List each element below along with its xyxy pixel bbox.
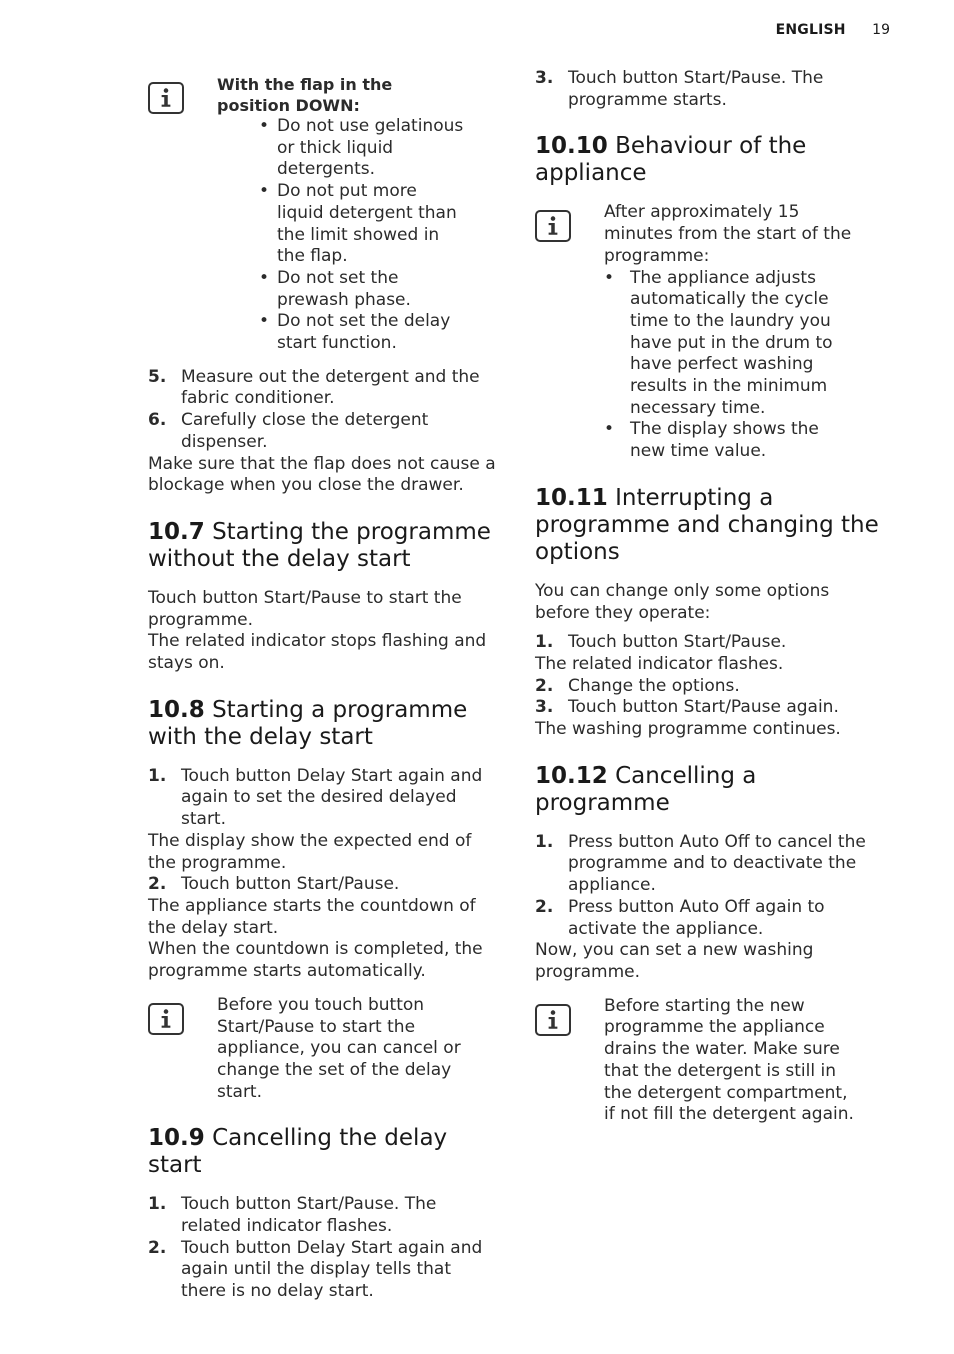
heading-10-12: 10.12 Cancelling a programme (535, 762, 757, 816)
info-icon (148, 82, 184, 114)
step-3: 3. Touch button Start/Pause. The programme starts. (535, 68, 824, 110)
paragraph: Touch button Start/Pause to start the programme. (148, 587, 462, 630)
step-1: 1. Touch button Start/Pause. (535, 632, 787, 653)
paragraph: The display show the expected end of the programme. (148, 830, 472, 873)
info-text: Before you touch button Start/Pause to start the appliance, you can cancel or change the set of the delay start. (217, 994, 461, 1102)
paragraph: The related indicator stops flashing and stays on. (148, 631, 487, 674)
info-icon (148, 1003, 184, 1035)
heading-10-7: 10.7 Starting the programme without the delay start (148, 518, 491, 572)
heading-10-10: 10.10 Behaviour of the appliance (535, 133, 807, 187)
step-2: 2. Touch button Delay Start again and again until the display tells that there is no delay start. (148, 1237, 483, 1302)
step-1: 1. Touch button Delay Start again and again to set the desired delayed start. (148, 765, 483, 830)
info-box-cancel (535, 996, 895, 1126)
step-1: 1. Press button Auto Off to cancel the programme and to deactivate the appliance. (535, 831, 866, 896)
paragraph: You can change only some options before they operate: (535, 580, 830, 623)
list-item: • Do not set the delay start function. (259, 311, 451, 354)
step-5: 5. Measure out the detergent and the fabric conditioner. (148, 366, 480, 409)
note-flap: Make sure that the flap does not cause a blockage when you close the drawer. (148, 453, 496, 496)
step-2: 2. Touch button Start/Pause. (148, 874, 400, 895)
step-2: 2. Press button Auto Off again to activate the appliance. (535, 896, 825, 939)
info-bullet-list (217, 116, 466, 355)
heading-10-11: 10.11 Interrupting a programme and changing the options (535, 484, 879, 565)
paragraph: When the countdown is completed, the programme starts automatically. (148, 939, 483, 982)
info-box-delay (148, 995, 500, 1104)
step-6: 6. Carefully close the detergent dispenser. (148, 410, 429, 452)
right-column (535, 68, 895, 1138)
heading-10-8: 10.8 Starting a programme with the delay start (148, 696, 468, 750)
language-label: ENGLISH (775, 22, 846, 38)
list-item: • Do not put more liquid detergent than the limit showed in the flap. (259, 181, 457, 267)
step-1: 1. Touch button Start/Pause. The related indicator flashes. (148, 1194, 437, 1237)
list-item: • Do not set the prewash phase. (259, 267, 411, 310)
info-icon (535, 1004, 571, 1036)
page-header (776, 22, 890, 38)
page-number: 19 (872, 22, 890, 38)
left-column (148, 68, 500, 1303)
info-text: After approximately 15 minutes from the start of the programme: (604, 202, 852, 266)
list-item: • The display shows the new time value. (604, 419, 819, 462)
info-box-flap (148, 74, 500, 355)
paragraph: The appliance starts the countdown of the delay start. (148, 895, 476, 938)
heading-10-9: 10.9 Cancelling the delay start (148, 1125, 448, 1179)
list-item: • Do not use gelatinous or thick liquid detergents. (259, 116, 464, 180)
info-text: Before starting the new programme the appliance drains the water. Make sure that the detergent is still in the detergent compartment, if not fill the detergent again. (604, 995, 854, 1125)
info-title: With the flap in the position DOWN: (217, 75, 393, 115)
step-2: 2. Change the options. (535, 675, 740, 696)
paragraph: The related indicator flashes. (535, 653, 784, 674)
info-box-behaviour (535, 202, 895, 462)
step-3: 3. Touch button Start/Pause again. (535, 697, 839, 718)
info-icon (535, 210, 571, 242)
list-item: • The appliance adjusts automatically the cycle time to the laundry you have put in the drum to have perfect washing results in the minimum necessary time. (604, 267, 833, 418)
paragraph: The washing programme continues. (535, 719, 841, 740)
paragraph: Now, you can set a new washing programme. (535, 940, 814, 982)
